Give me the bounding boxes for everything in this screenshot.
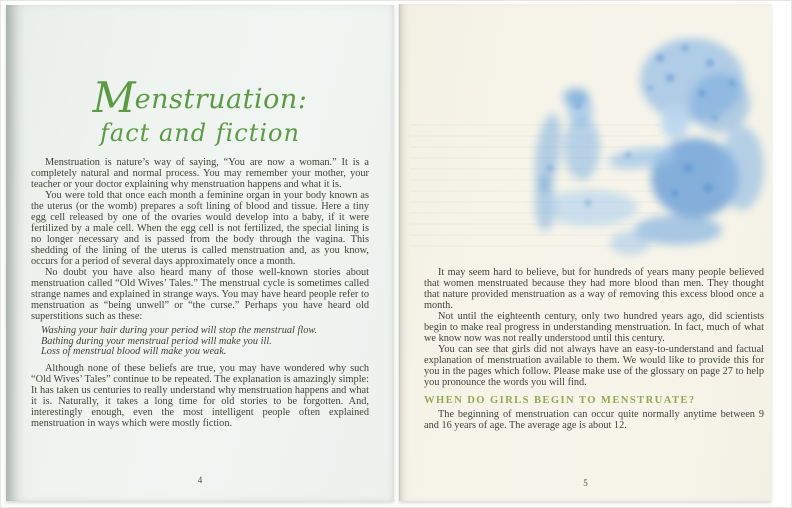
page-title [6,73,394,147]
left-page [6,5,394,501]
title-line-1 [92,73,308,122]
paragraph: Not until the eighteenth century, only two hundred years ago, did scientists begin to make real progress in understanding menstruation. In fact, much of what we know now was not really understood until this century. [424,311,764,344]
superstitions-list [41,326,369,358]
paragraph: No doubt you have also heard many of those well-known stories about menstruation called “Old Wives’ Tales.” The menstrual cycle is sometimes called strange names and explained in strange ways. You may have heard people refer to menstruation as “being unwell” or “the curse.” Perhaps you have heard old superstitions such as these: [31,267,369,322]
paragraph: You were told that once each month a feminine organ in your body known as the uterus (or the womb) prepares a soft lining of blood and tissue. Here a tiny egg cell released by one of the ovaries would develop into a baby, if it were fertilized by a male cell. When the egg cell is not fertilized, the special lining is no longer necessary and is passed from the body through the vagina. This shedding of the lining of the uterus is called menstruation and, as you know, occurs for a period of several days approximately once a month. [31,190,369,267]
right-page [399,4,771,501]
title-line-2: fact and fiction [100,119,300,147]
superstition-item: Bathing during your menstrual period will make you ill. [41,335,272,347]
paragraph: The beginning of menstruation can occur quite normally anytime between 9 and 16 years of age. The average age is about 12. [424,409,764,431]
page-number-left: 4 [197,475,203,485]
section-heading: WHEN DO GIRLS BEGIN TO MENSTRUATE? [424,395,696,406]
paragraph: You can see that girls did not always have an easy-to-understand and factual explanation of menstruation available to them. We would like to provide this for you in the pages which follow. Please make use of the glossary on page 27 to help you pronounce the words you will find. [424,344,764,388]
superstition-item: Loss of menstrual blood will make you weak. [41,346,227,358]
right-girl-figure [607,38,764,255]
superstition-item: Washing your hair during your period will stop the menstrual flow. [41,325,318,336]
left-page-body [31,157,369,429]
page-number-right: 5 [583,478,588,488]
title-rest: enstruation: [134,84,308,115]
title-initial: M [92,73,135,122]
paragraph: Menstruation is nature’s way of saying, “You are now a woman.” It is a completely natural and normal process. You may remember your mother, your teacher or your doctor explaining why menstruation happens and what it is. [31,157,369,190]
watercolor-illustration-two-girls [470,18,770,268]
right-page-body [424,267,764,431]
paragraph: Although none of these beliefs are true, you may have wondered why such “Old Wives’ Tales” continue to be repeated. The explanation is amazingly simple: It has taken us centuries to really understand why menstruation happens and what it is. Naturally, it takes a long time for old stories to be forgotten. And, interestingly enough, even the most intelligent people often explained menstruation in ways which were mostly fiction. [31,362,369,429]
paragraph: It may seem hard to believe, but for hundreds of years many people believed that women menstruated because they had more blood than men. They thought that nature provided menstruation as a way of removing this excess blood once a month. [424,267,764,311]
